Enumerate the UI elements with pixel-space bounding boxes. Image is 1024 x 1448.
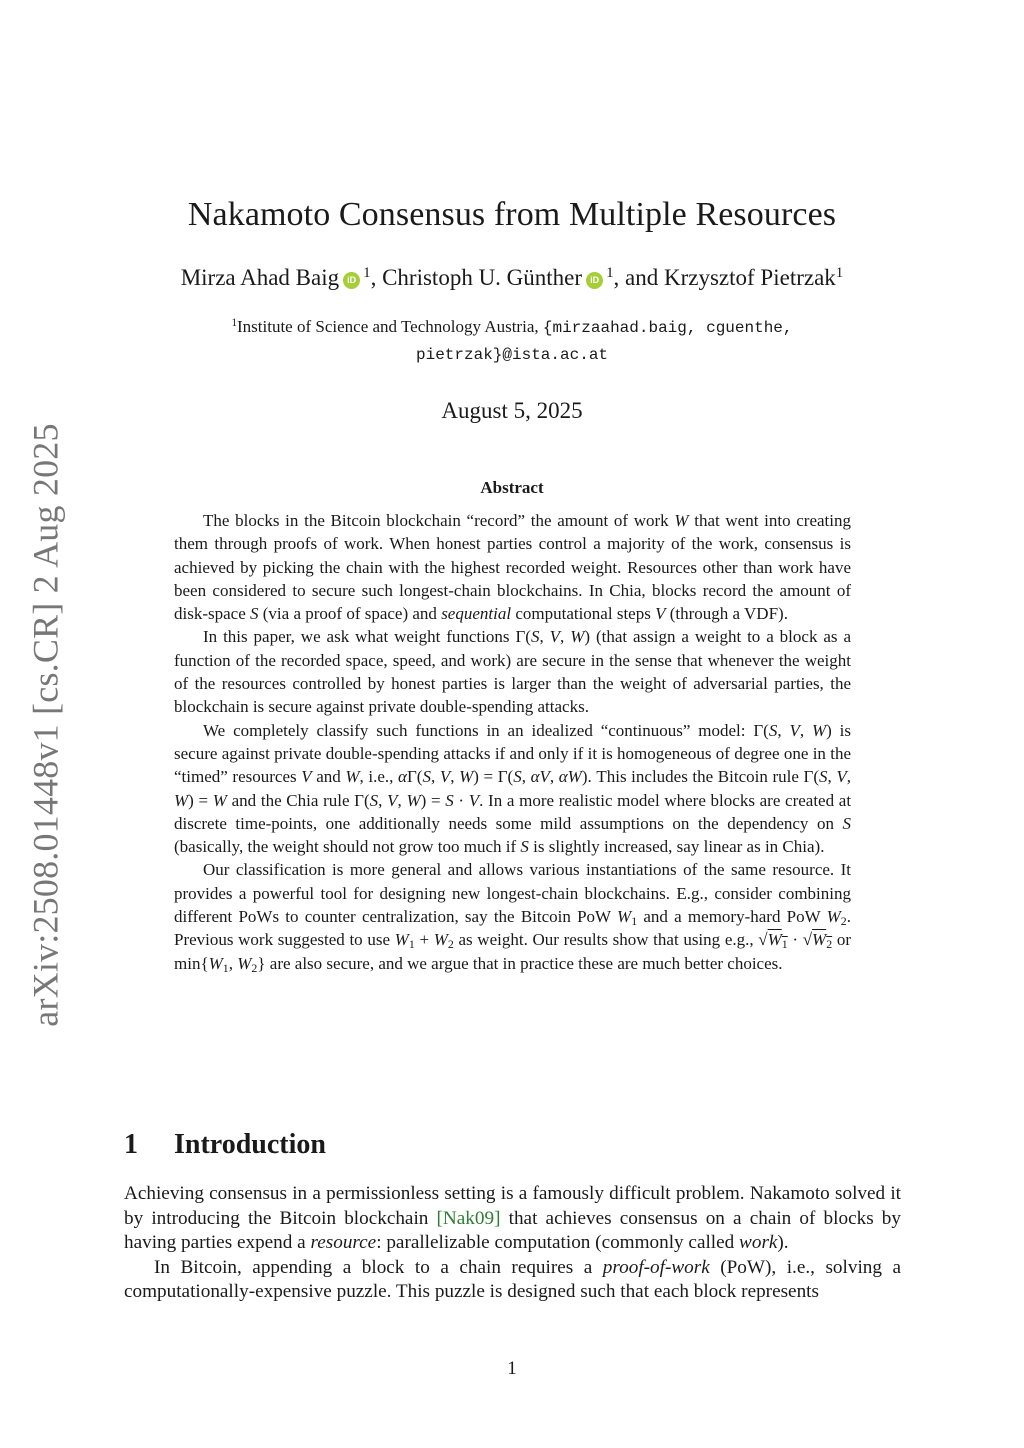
- affiliation-mark: 1: [231, 316, 238, 329]
- citation-link[interactable]: [Nak09]: [436, 1207, 501, 1229]
- arxiv-sidebar: [20, 423, 72, 1027]
- abstract-paragraph: We completely classify such functions in an idealized “continuous” model: Γ(S, V, W) is secure against private double-spending attacks if and only if it is homogeneous of degree one in the “timed” resources V and W, i.e., αΓ(S, V, W) = Γ(S, αV, αW). This includes the Bitcoin rule Γ(S, V, W) = W and the Chia rule Γ(S, V, W) = S · V. In a more realistic model where blocks are created at discrete time-points, one additionally needs some mild assumptions on the dependency on S (basically, the weight should not grow too much if S is slightly increased, say linear as in Chia).: [174, 720, 852, 857]
- body-paragraph: In Bitcoin, appending a block to a chain requires a proof-of-work (PoW), i.e., solving a computationally-expensive puzzle. This puzzle is designed such that each block represents: [124, 1256, 901, 1303]
- section-heading: [124, 1129, 904, 1161]
- introduction-body: [124, 1182, 901, 1305]
- abstract-heading: Abstract: [480, 478, 544, 497]
- abstract-paragraph: The blocks in the Bitcoin blockchain “record” the amount of work W that went into creating them through proofs of work. When honest parties control a majority of the work, consensus is achieved by picking the chain with the highest recorded weight. Resources other than work have been considered to secure such longest-chain blockchains. In Chia, blocks record the amount of disk-space S (via a proof of space) and sequential computational steps V (through a VDF).: [174, 511, 852, 624]
- arxiv-identifier: arXiv:2508.01448v1 [cs.CR] 2 Aug 2025: [26, 423, 66, 1027]
- author-name: Mirza Ahad Baig: [180, 265, 340, 290]
- paper-title: Nakamoto Consensus from Multiple Resources: [187, 196, 837, 233]
- email-list-cont: pietrzak}@ista.ac.at: [415, 346, 609, 364]
- body-paragraph: Achieving consensus in a permissionless setting is a famously difficult problem. Nakamoto solved it by introducing the Bitcoin blockchain [Nak09] that achieves consensus on a chain of blocks by having parties expend a resource: parallelizable computation (commonly called work).: [124, 1183, 901, 1254]
- affiliation-mark: 1: [606, 264, 614, 281]
- author-list: Mirza Ahad Baig iD $^1$, Christoph U. Günther iD $^1$, and Krzysztof Pietrzak$^1$: [180, 264, 844, 290]
- abstract-paragraph: In this paper, we ask what weight functions Γ(S, V, W) (that assign a weight to a block as a function of the recorded space, speed, and work) are secure in the sense that whenever the weight of the resources controlled by honest parties is larger than the weight of adversarial parties, the blockchain is secure against private double-spending attacks.: [174, 627, 851, 717]
- email-list: {mirzaahad.baig, cguenthe,: [542, 319, 793, 337]
- orcid-icon[interactable]: iD: [343, 272, 360, 289]
- affiliation-mark: 1: [363, 264, 371, 281]
- author-name: Christoph U. Günther: [382, 265, 583, 290]
- paper-date: August 5, 2025: [441, 398, 583, 423]
- section-title: Introduction: [174, 1129, 326, 1160]
- page-number: 1: [507, 1358, 517, 1379]
- author-name: and Krzysztof Pietrzak: [625, 265, 836, 290]
- section-number: 1: [124, 1129, 138, 1160]
- orcid-icon[interactable]: iD: [586, 272, 603, 289]
- abstract-paragraph: Our classification is more general and allows various instantiations of the same resource. It provides a powerful tool for designing new longest-chain blockchains. E.g., consider combining different PoWs to counter centralization, say the Bitcoin PoW $W_1$ and a memory-hard PoW $W_2$. Previous work suggested to use $W_1 + W_2$ as weight. Our results show that using e.g., $√W_1 \cdot √W_2$ or $\min\{W_1$, $W_2$} are also secure, and we argue that in practice these are much better choices.: [174, 860, 851, 975]
- affiliation-text: Institute of Science and Technology Austria,: [237, 317, 539, 336]
- affiliation-mark: 1: [835, 264, 844, 281]
- affiliation: [0, 314, 1024, 368]
- abstract-body: [174, 509, 851, 975]
